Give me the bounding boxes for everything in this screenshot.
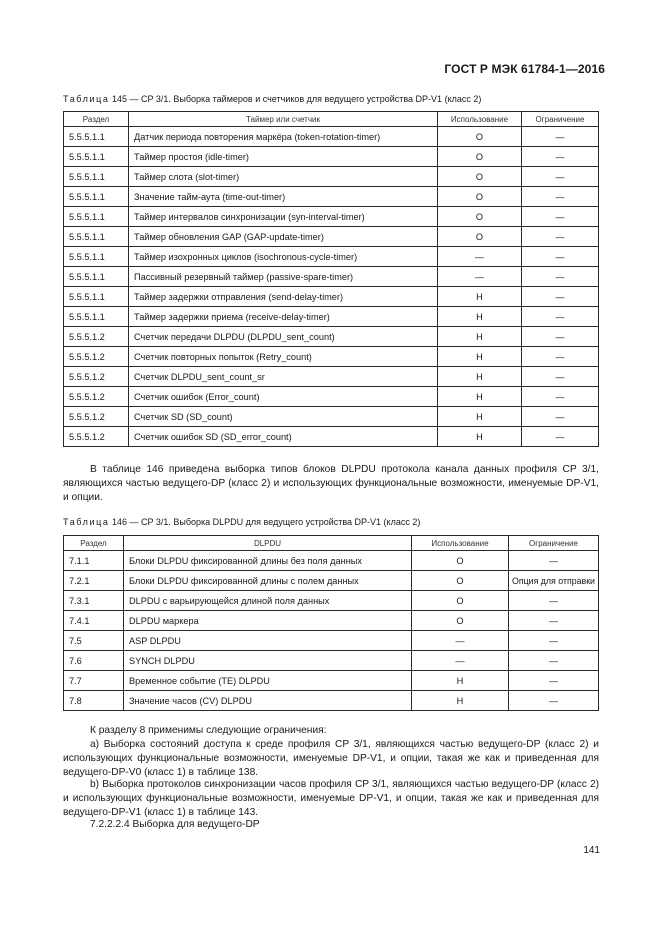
description-cell: Таймер задержки приема (receive-delay-timer) — [129, 307, 438, 327]
table-row — [64, 147, 599, 167]
column-header: Таймер или счетчик — [129, 112, 438, 127]
description-cell: Счетчик повторных попыток (Retry_count) — [129, 347, 438, 367]
table-row — [64, 347, 599, 367]
section-cell: 5.5.5.1.1 — [64, 267, 129, 287]
table-row — [64, 571, 599, 591]
restriction-cell: — — [522, 207, 599, 227]
table-row — [64, 367, 599, 387]
section-cell: 7.3.1 — [64, 591, 124, 611]
table-header-row — [64, 112, 599, 127]
caption-word: Таблица — [63, 517, 110, 527]
table-145-caption — [63, 94, 481, 104]
table-row — [64, 651, 599, 671]
usage-cell: Н — [412, 691, 509, 711]
restriction-cell: — — [522, 267, 599, 287]
restriction-cell: — — [509, 631, 599, 651]
section-cell: 7.2.1 — [64, 571, 124, 591]
section-cell: 5.5.5.1.2 — [64, 427, 129, 447]
description-cell: Счетчик ошибок SD (SD_error_count) — [129, 427, 438, 447]
usage-cell: — — [438, 267, 522, 287]
section-cell: 7.8 — [64, 691, 124, 711]
paragraph-item-b: b) Выборка протоколов синхронизации часов профиля CP 3/1, являющихся частью ведущего-DP (класс 2) и использующих функциональные возможности, именуемые DP-V1, и опции, такая же как и приведенная для ведущего-DP-V1 (класс 1) в таблице 143. — [63, 779, 599, 818]
description-cell: Временное событие (TE) DLPDU — [124, 671, 412, 691]
table-row — [64, 327, 599, 347]
description-cell: ASP DLPDU — [124, 631, 412, 651]
description-cell: DLPDU с варьирующейся длиной поля данных — [124, 591, 412, 611]
section-cell: 5.5.5.1.2 — [64, 347, 129, 367]
usage-cell: О — [438, 207, 522, 227]
paragraph-item-a: а) Выборка состояний доступа к среде профиля CP 3/1, являющихся частью ведущего-DP (класс 2) и использующих функциональные возможности, именуемые DP-V1, и опции, такая же как и приведенная для ведущего-DP-V0 (класс 1) в таблице 138. — [63, 739, 599, 778]
restriction-cell: — — [509, 551, 599, 571]
restriction-cell: — — [509, 611, 599, 631]
restriction-cell: — — [522, 307, 599, 327]
usage-cell: О — [438, 227, 522, 247]
table-row — [64, 127, 599, 147]
description-cell: Значение тайм-аута (time-out-timer) — [129, 187, 438, 207]
column-header: Раздел — [64, 112, 129, 127]
document-standard-header: ГОСТ Р МЭК 61784-1—2016 — [444, 62, 605, 76]
description-cell: Таймер интервалов синхронизации (syn-interval-timer) — [129, 207, 438, 227]
description-cell: Счетчик передачи DLPDU (DLPDU_sent_count) — [129, 327, 438, 347]
column-header: Ограничение — [509, 536, 599, 551]
table-row — [64, 427, 599, 447]
usage-cell: Н — [438, 387, 522, 407]
usage-cell: О — [412, 591, 509, 611]
usage-cell: Н — [438, 367, 522, 387]
table-row — [64, 591, 599, 611]
usage-cell: О — [412, 551, 509, 571]
usage-cell: О — [438, 147, 522, 167]
restriction-cell: — — [522, 427, 599, 447]
description-cell: DLPDU маркера — [124, 611, 412, 631]
restriction-cell: — — [522, 387, 599, 407]
section-heading-7-2-2-2-4: 7.2.2.2.4 Выборка для ведущего-DP — [90, 819, 260, 830]
section-cell: 5.5.5.1.1 — [64, 247, 129, 267]
column-header: Ограничение — [522, 112, 599, 127]
table-row — [64, 267, 599, 287]
table-row — [64, 287, 599, 307]
usage-cell: — — [438, 247, 522, 267]
table-row — [64, 671, 599, 691]
table-row — [64, 227, 599, 247]
column-header: DLPDU — [124, 536, 412, 551]
restriction-cell: — — [509, 651, 599, 671]
section-cell: 7.4.1 — [64, 611, 124, 631]
table-row — [64, 247, 599, 267]
section-cell: 7.6 — [64, 651, 124, 671]
table-146 — [63, 535, 599, 711]
usage-cell: — — [412, 651, 509, 671]
description-cell: Счетчик DLPDU_sent_count_sr — [129, 367, 438, 387]
description-cell: Таймер задержки отправления (send-delay-timer) — [129, 287, 438, 307]
section-cell: 5.5.5.1.2 — [64, 387, 129, 407]
section-cell: 5.5.5.1.1 — [64, 187, 129, 207]
section-cell: 5.5.5.1.1 — [64, 127, 129, 147]
usage-cell: Н — [412, 671, 509, 691]
caption-word: Таблица — [63, 94, 110, 104]
restriction-cell: — — [522, 247, 599, 267]
usage-cell: О — [412, 571, 509, 591]
restriction-cell: — — [522, 407, 599, 427]
usage-cell: Н — [438, 307, 522, 327]
table-row — [64, 407, 599, 427]
table-row — [64, 307, 599, 327]
description-cell: Счетчик ошибок (Error_count) — [129, 387, 438, 407]
section-cell: 5.5.5.1.2 — [64, 367, 129, 387]
page-number: 141 — [583, 845, 600, 856]
usage-cell: О — [438, 187, 522, 207]
description-cell: Пассивный резервный таймер (passive-spare-timer) — [129, 267, 438, 287]
section-cell: 5.5.5.1.1 — [64, 167, 129, 187]
description-cell: Таймер изохронных циклов (isochronous-cycle-timer) — [129, 247, 438, 267]
restriction-cell: — — [522, 147, 599, 167]
usage-cell: О — [438, 127, 522, 147]
caption-text: 146 — CP 3/1. Выборка DLPDU для ведущего устройства DP-V1 (класс 2) — [109, 517, 421, 527]
table-row — [64, 167, 599, 187]
caption-text: 145 — CP 3/1. Выборка таймеров и счетчиков для ведущего устройства DP-V1 (класс 2) — [109, 94, 482, 104]
section-cell: 7.5 — [64, 631, 124, 651]
description-cell: Таймер слота (slot-timer) — [129, 167, 438, 187]
description-cell: Таймер простоя (idle-timer) — [129, 147, 438, 167]
restriction-cell: — — [509, 691, 599, 711]
table-row — [64, 387, 599, 407]
usage-cell: Н — [438, 427, 522, 447]
section-cell: 5.5.5.1.1 — [64, 207, 129, 227]
table-145 — [63, 111, 599, 447]
usage-cell: Н — [438, 407, 522, 427]
usage-cell: Н — [438, 327, 522, 347]
restriction-cell: — — [522, 347, 599, 367]
description-cell: Блоки DLPDU фиксированной длины с полем данных — [124, 571, 412, 591]
description-cell: Таймер обновления GAP (GAP-update-timer) — [129, 227, 438, 247]
restriction-cell: Опция для отправки — [509, 571, 599, 591]
restriction-cell: — — [522, 167, 599, 187]
restriction-cell: — — [522, 127, 599, 147]
restriction-cell: — — [522, 227, 599, 247]
section-cell: 5.5.5.1.1 — [64, 287, 129, 307]
usage-cell: О — [412, 611, 509, 631]
section-cell: 5.5.5.1.1 — [64, 307, 129, 327]
table-146-caption — [63, 517, 420, 527]
usage-cell: Н — [438, 347, 522, 367]
table-row — [64, 631, 599, 651]
description-cell: Значение часов (CV) DLPDU — [124, 691, 412, 711]
usage-cell: О — [438, 167, 522, 187]
table-row — [64, 551, 599, 571]
paragraph-table-146-intro: В таблице 146 приведена выборка типов блоков DLPDU протокола канала данных профиля CP 3/1, являющихся частью ведущего-DP (класс 2) и использующих функциональные возможности, именуемые DP-V1, и опции. — [63, 464, 599, 503]
column-header: Использование — [412, 536, 509, 551]
column-header: Раздел — [64, 536, 124, 551]
table-row — [64, 611, 599, 631]
table-row — [64, 691, 599, 711]
restriction-cell: — — [522, 287, 599, 307]
description-cell: SYNCH DLPDU — [124, 651, 412, 671]
description-cell: Датчик периода повторения маркёра (token-rotation-timer) — [129, 127, 438, 147]
section-cell: 5.5.5.1.2 — [64, 327, 129, 347]
column-header: Использование — [438, 112, 522, 127]
restriction-cell: — — [522, 327, 599, 347]
paragraph-restrictions-intro: К разделу 8 применимы следующие ограничения: — [90, 725, 327, 736]
table-row — [64, 187, 599, 207]
description-cell: Блоки DLPDU фиксированной длины без поля данных — [124, 551, 412, 571]
section-cell: 5.5.5.1.1 — [64, 227, 129, 247]
section-cell: 5.5.5.1.1 — [64, 147, 129, 167]
restriction-cell: — — [522, 367, 599, 387]
section-cell: 7.7 — [64, 671, 124, 691]
restriction-cell: — — [509, 671, 599, 691]
section-cell: 7.1.1 — [64, 551, 124, 571]
usage-cell: Н — [438, 287, 522, 307]
usage-cell: — — [412, 631, 509, 651]
section-cell: 5.5.5.1.2 — [64, 407, 129, 427]
restriction-cell: — — [522, 187, 599, 207]
table-header-row — [64, 536, 599, 551]
restriction-cell: — — [509, 591, 599, 611]
table-row — [64, 207, 599, 227]
description-cell: Счетчик SD (SD_count) — [129, 407, 438, 427]
